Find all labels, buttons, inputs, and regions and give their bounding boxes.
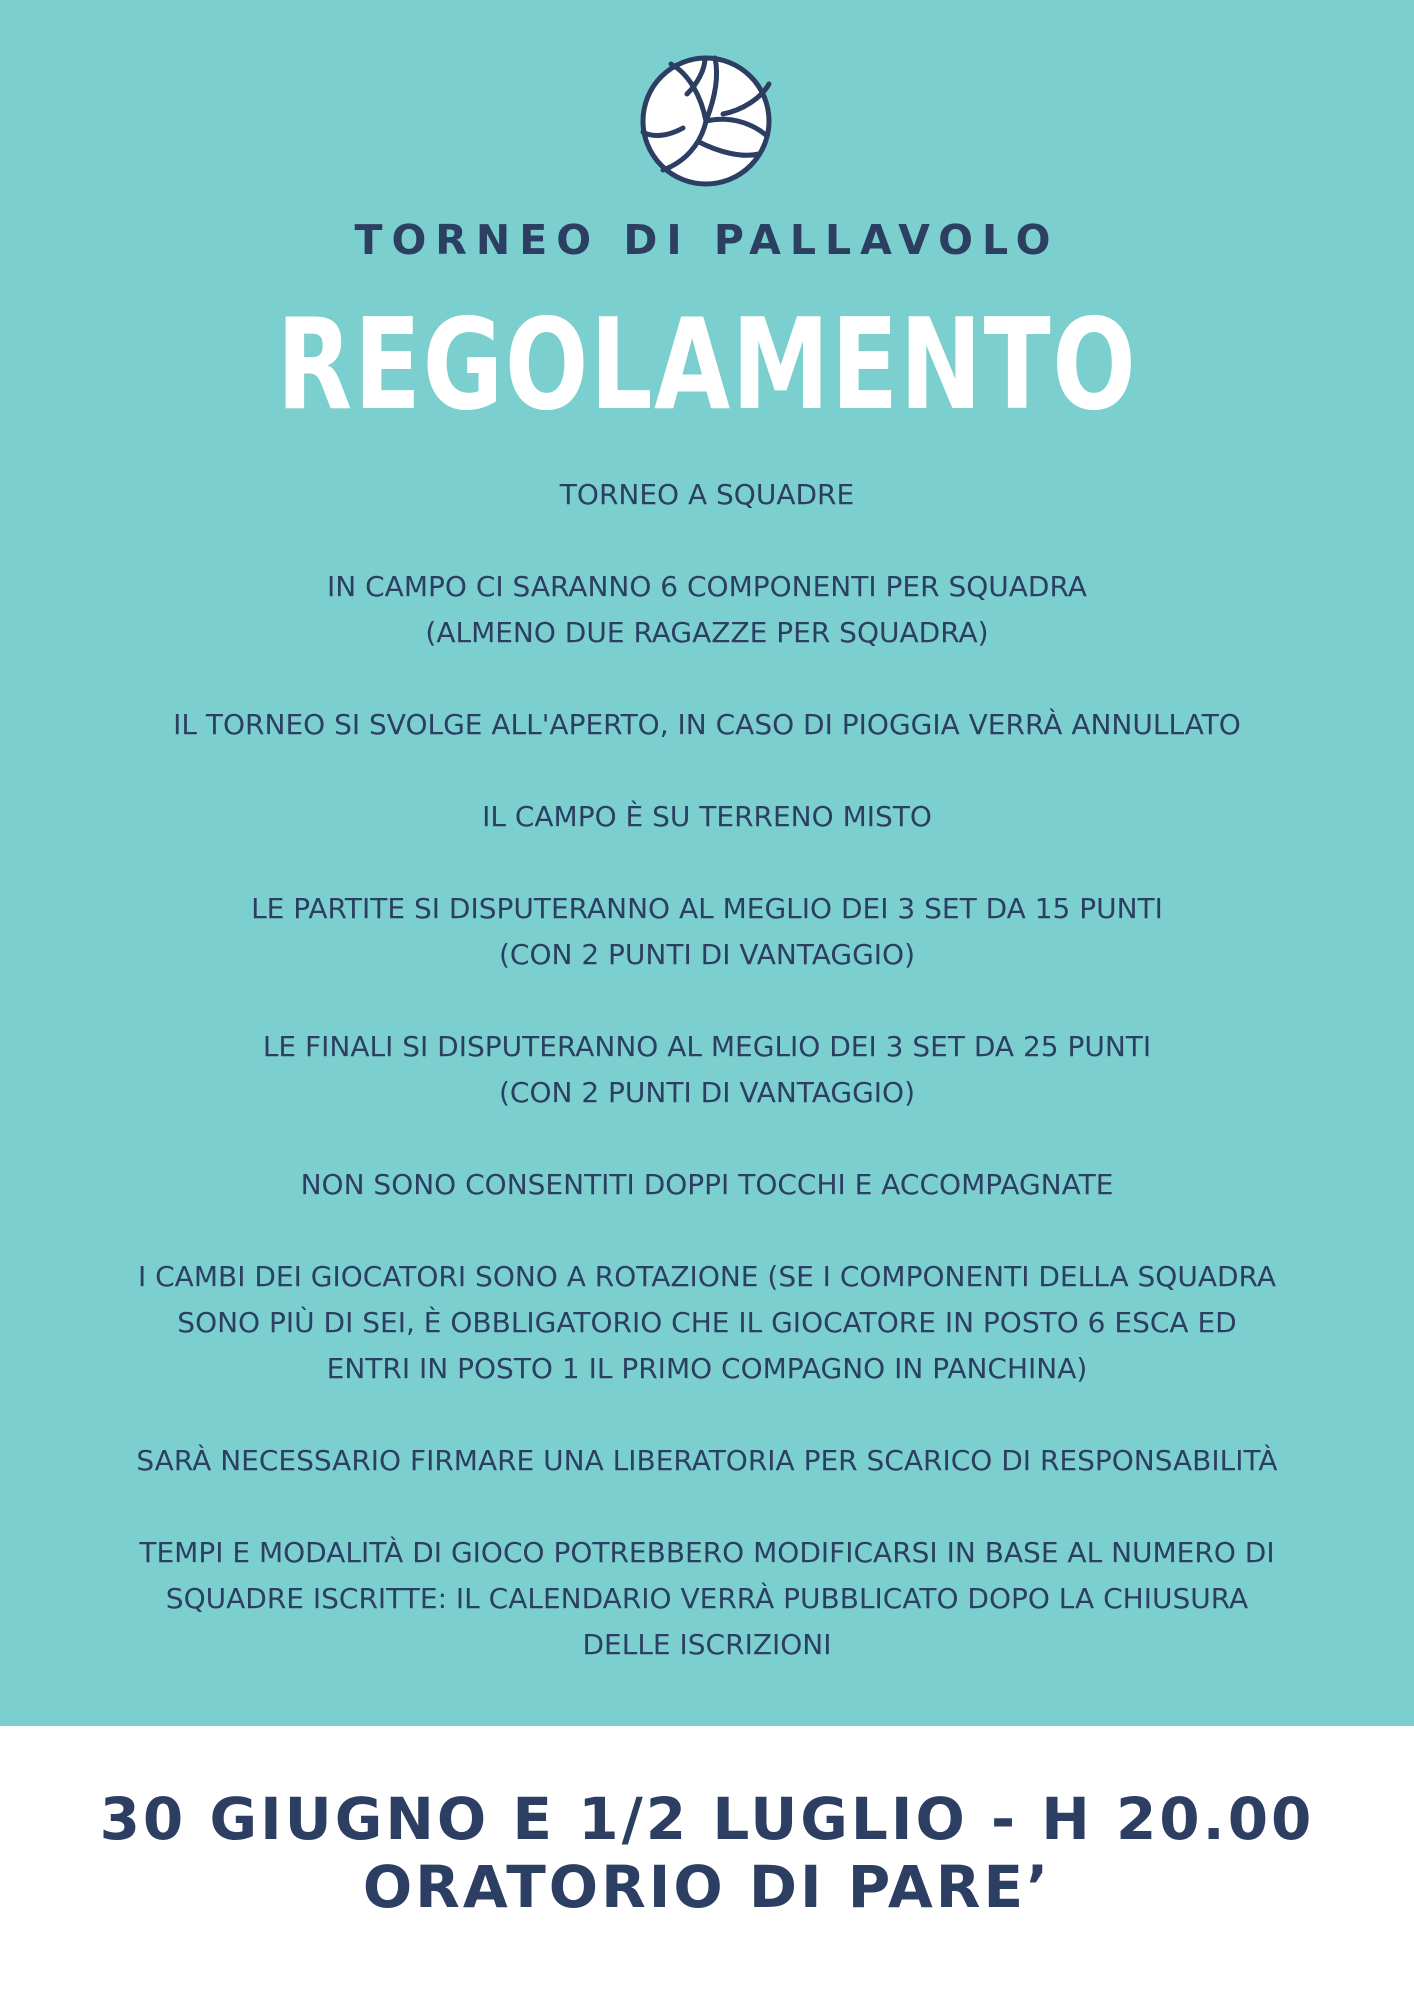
event-date: 30 GIUGNO E 1/2 LUGLIO - H 20.00 [99, 1785, 1315, 1853]
rule-item [90, 1162, 1324, 1208]
rule-item [90, 1438, 1324, 1484]
rule-line: DELLE ISCRIZIONI [582, 1628, 832, 1661]
rule-line: LE FINALI SI DISPUTERANNO AL MEGLIO DEI 3 SET DA 25 PUNTI [262, 1030, 1152, 1063]
rule-line: (CON 2 PUNTI DI VANTAGGIO) [498, 1076, 916, 1109]
rule-line: LE PARTITE SI DISPUTERANNO AL MEGLIO DEI 3 SET DA 15 PUNTI [251, 892, 1163, 925]
rule-line: TEMPI E MODALITÀ DI GIOCO POTREBBERO MODIFICARSI IN BASE AL NUMERO DI [139, 1536, 1275, 1569]
rules-list [90, 472, 1324, 1714]
rule-line: NON SONO CONSENTITI DOPPI TOCCHI E ACCOMPAGNATE [300, 1168, 1114, 1201]
page-title: REGOLAMENTO [276, 291, 1138, 438]
footer [0, 1785, 1414, 1921]
rule-item [90, 564, 1324, 656]
volleyball-icon [639, 54, 773, 188]
rule-line: IL TORNEO SI SVOLGE ALL'APERTO, IN CASO DI PIOGGIA VERRÀ ANNULLATO [173, 708, 1241, 741]
rule-item [90, 794, 1324, 840]
rule-item [90, 472, 1324, 518]
subtitle: TORNEO DI PALLAVOLO [354, 216, 1060, 264]
event-place: ORATORIO DI PARE’ [362, 1853, 1052, 1921]
rule-item [90, 886, 1324, 978]
rule-item [90, 1254, 1324, 1392]
rule-line: IL CAMPO È SU TERRENO MISTO [482, 800, 932, 833]
rule-line: (ALMENO DUE RAGAZZE PER SQUADRA) [425, 616, 989, 649]
rule-line: IN CAMPO CI SARANNO 6 COMPONENTI PER SQUADRA [327, 570, 1087, 603]
rule-line: SONO PIÙ DI SEI, È OBBLIGATORIO CHE IL GIOCATORE IN POSTO 6 ESCA ED [177, 1306, 1237, 1339]
rule-line: SQUADRE ISCRITTE: IL CALENDARIO VERRÀ PUBBLICATO DOPO LA CHIUSURA [165, 1582, 1249, 1615]
rule-line: SARÀ NECESSARIO FIRMARE UNA LIBERATORIA PER SCARICO DI RESPONSABILITÀ [136, 1444, 1278, 1477]
rule-item [90, 1530, 1324, 1668]
rule-line: (CON 2 PUNTI DI VANTAGGIO) [498, 938, 916, 971]
rule-line: TORNEO A SQUADRE [559, 478, 855, 511]
rule-line: I CAMBI DEI GIOCATORI SONO A ROTAZIONE (SE I COMPONENTI DELLA SQUADRA [137, 1260, 1277, 1293]
rule-item [90, 1024, 1324, 1116]
rule-item [90, 702, 1324, 748]
rule-line: ENTRI IN POSTO 1 IL PRIMO COMPAGNO IN PANCHINA) [326, 1352, 1088, 1385]
